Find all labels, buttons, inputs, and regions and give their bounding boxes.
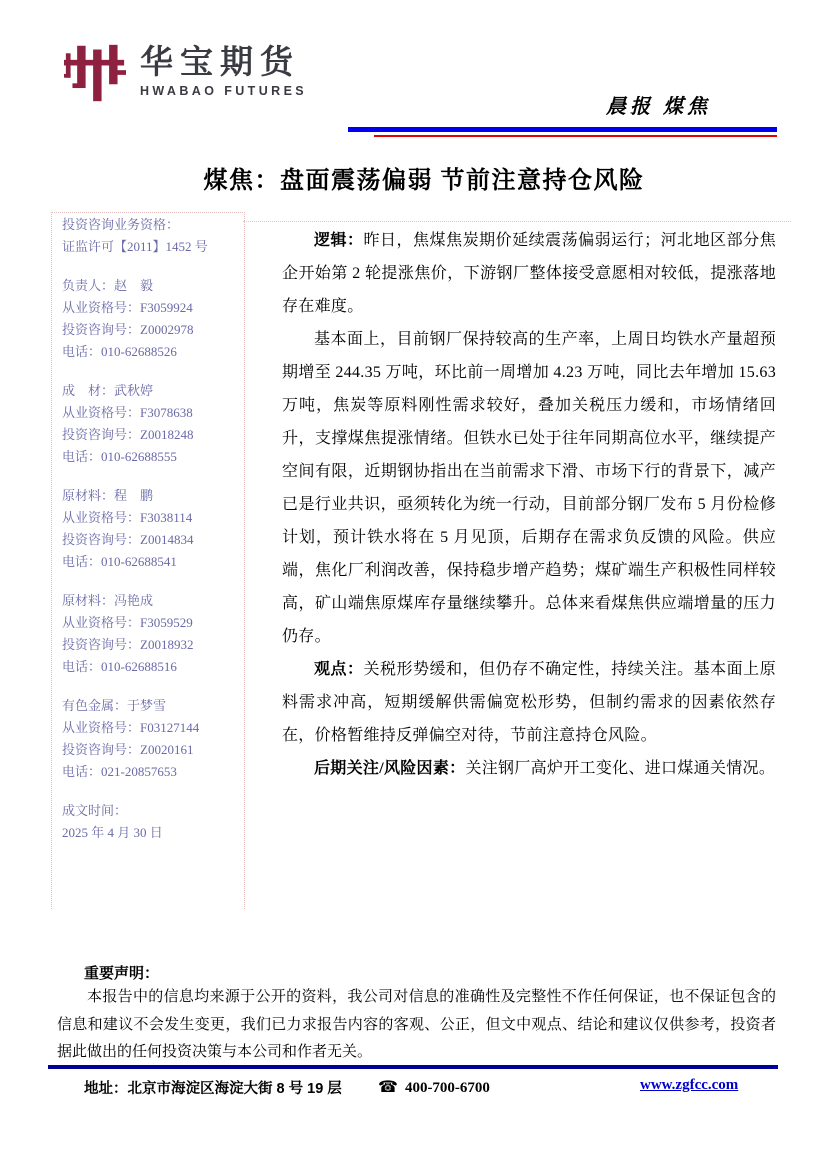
paragraph-logic-text: 昨日，焦煤焦炭期价延续震荡偏弱运行；河北地区部分焦企开始第 2 轮提涨焦价，下游钢厂整体接受意愿相对较低，提涨落地存在难度。 <box>282 232 776 315</box>
disclaimer-text: 本报告中的信息均来源于公开的资料，我公司对信息的准确性及完整性不作任何保证，也不保证包含的信息和建议不会发生变更，我们已力求报告内容的客观、公正，但文中观点、结论和建议仅供参考，投资者据此做出的任何投资决策与本公司和作者无关。 <box>57 989 776 1060</box>
analyst-advisory-no: 投资咨询号：Z0020161 <box>62 742 194 757</box>
analyst-qualification-no: 从业资格号：F3038114 <box>62 510 193 525</box>
analyst-role-name: 有色金属：于梦雪 <box>62 698 167 713</box>
report-body <box>282 224 776 785</box>
analyst-phone: 电话：021-20857653 <box>62 764 177 779</box>
analyst-block <box>62 380 238 468</box>
qualification-block <box>62 214 238 258</box>
analyst-phone: 电话：010-62688541 <box>62 554 177 569</box>
date-label: 成文时间： <box>62 803 128 818</box>
logo-text <box>140 44 307 98</box>
page-title: 煤焦：盘面震荡偏弱 节前注意持仓风险 <box>203 168 645 194</box>
paragraph-fundamentals-text: 基本面上，目前钢厂保持较高的生产率，上周日均铁水产量超预期增至 244.35 万吨，环比前一周增加 4.23 万吨，同比去年增加 15.63 万吨，焦炭等原料刚性需求较好，叠加关税压力缓和，市场情绪回升，支撑煤焦提涨情绪。但铁水已处于往年同期高位水平，继续提产空间有限，近期钢协指出在当前需求下滑、市场下行的背景下，减产已是行业共识，亟须转化为统一行动，目前部分钢厂发布 5 月份检修计划，预计铁水将在 5 月见顶，后期存在需求负反馈的风险。供应端，焦化厂利润改善，保持稳步增产趋势；煤矿端生产积极性同样较高，矿山端焦原煤库存量继续攀升。总体来看煤焦供应端增量的压力仍存。 <box>282 331 776 645</box>
header-rule-blue <box>348 127 777 132</box>
date-block <box>62 800 238 844</box>
analyst-phone: 电话：010-62688516 <box>62 659 177 674</box>
analyst-qualification-no: 从业资格号：F3059924 <box>62 300 193 315</box>
telephone-icon: ☎ <box>378 1077 398 1096</box>
website-link[interactable]: www.zgfcc.com <box>640 1077 739 1093</box>
company-name-cn: 华宝期货 <box>140 43 300 80</box>
header-rule-red <box>374 135 777 137</box>
paragraph-viewpoint-label: 观点： <box>314 661 364 678</box>
body-cell-border <box>243 221 791 222</box>
analyst-advisory-no: 投资咨询号：Z0002978 <box>62 322 194 337</box>
analyst-role-name: 原材料：程 鹏 <box>62 488 154 503</box>
analyst-block <box>62 590 238 678</box>
footer <box>0 1077 826 1099</box>
paragraph-risk-factors <box>282 752 776 785</box>
paragraph-risk-factors-text: 关注钢厂高炉开工变化、进口煤通关情况。 <box>465 760 776 777</box>
analyst-qualification-no: 从业资格号：F03127144 <box>62 720 200 735</box>
analyst-block <box>62 695 238 783</box>
phone-block <box>378 1077 490 1097</box>
analyst-advisory-no: 投资咨询号：Z0014834 <box>62 532 194 547</box>
company-address: 地址：北京市海淀区海淀大街 8 号 19 层 <box>84 1081 342 1097</box>
report-type-label: 晨报 煤焦 <box>606 96 711 118</box>
analyst-block <box>62 485 238 573</box>
analyst-role-name: 负责人：赵 毅 <box>62 278 154 293</box>
paragraph-risk-factors-label: 后期关注/风险因素： <box>314 760 466 777</box>
analyst-phone: 电话：010-62688555 <box>62 449 177 464</box>
analyst-advisory-no: 投资咨询号：Z0018248 <box>62 427 194 442</box>
analyst-advisory-no: 投资咨询号：Z0018932 <box>62 637 194 652</box>
qualification-label: 投资咨询业务资格： <box>62 217 180 232</box>
footer-divider <box>48 1065 778 1069</box>
license-number: 证监许可【2011】1452 号 <box>62 239 208 254</box>
company-name-en: HWABAO FUTURES <box>140 83 308 98</box>
analyst-block <box>62 275 238 363</box>
phone-number: 400-700-6700 <box>404 1080 490 1096</box>
hwabao-logo-mark-icon <box>64 44 126 102</box>
paragraph-logic <box>282 224 776 323</box>
date-value: 2025 年 4 月 30 日 <box>62 825 163 840</box>
disclaimer-heading: 重要声明： <box>84 965 160 982</box>
company-logo <box>64 44 307 102</box>
analyst-qualification-no: 从业资格号：F3059529 <box>62 615 193 630</box>
paragraph-logic-label: 逻辑： <box>314 232 364 249</box>
paragraph-viewpoint-text: 关税形势缓和，但仍存不确定性，持续关注。基本面上原料需求冲高，短期缓解供需偏宽松形势，但制约需求的因素依然存在，价格暂维持反弹偏空对待，节前注意持仓风险。 <box>282 661 776 744</box>
analyst-qualification-no: 从业资格号：F3078638 <box>62 405 193 420</box>
analyst-role-name: 原材料：冯艳成 <box>62 593 154 608</box>
paragraph-fundamentals <box>282 323 776 653</box>
analyst-role-name: 成 材：武秋婷 <box>62 383 154 398</box>
analyst-phone: 电话：010-62688526 <box>62 344 177 359</box>
analyst-sidebar <box>62 214 238 861</box>
paragraph-viewpoint <box>282 653 776 752</box>
